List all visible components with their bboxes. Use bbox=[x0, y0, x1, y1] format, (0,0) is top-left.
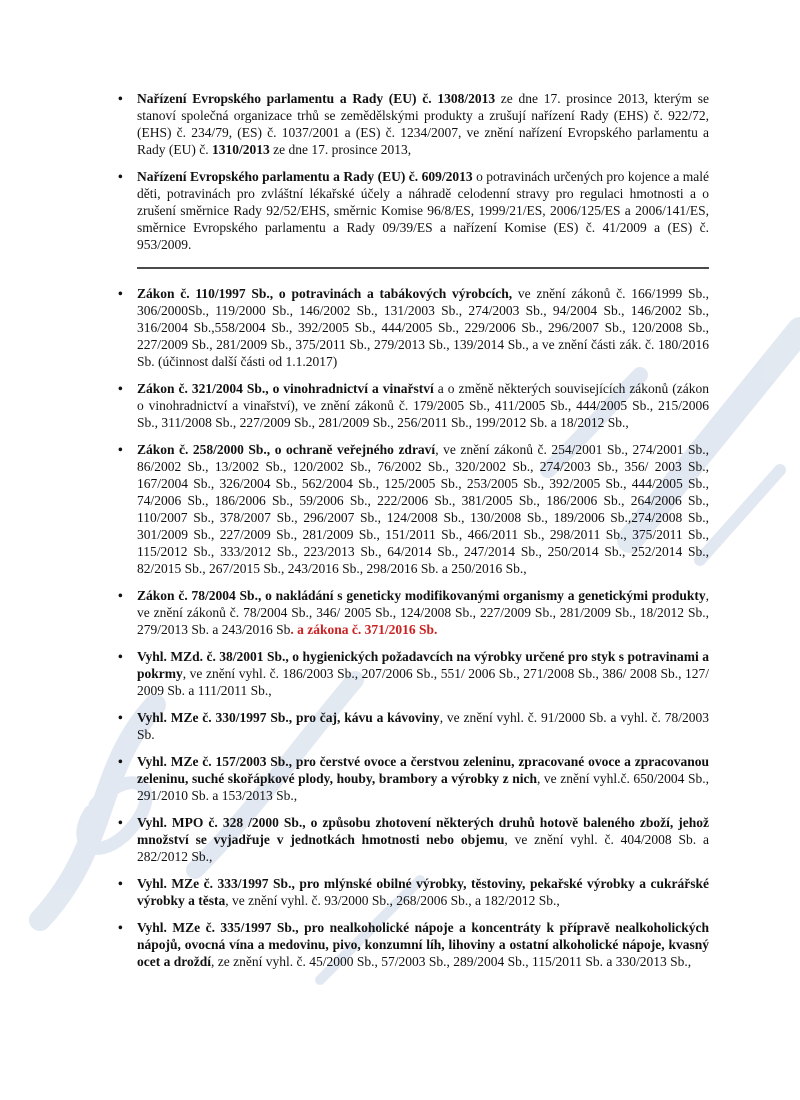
text-segment: , ve znění vyhl. č. 93/2000 Sb., 268/2006 Sb., a 182/2012 Sb., bbox=[225, 893, 560, 908]
text-segment: ve znění zákonů č. 166/1999 Sb., 306/2000Sb., 119/2000 Sb., 146/2002 Sb., 131/2003 Sb., 274/2003 Sb., 94/2004 Sb., 146/2002 Sb., 316/2004 Sb.,558/2004 Sb., 392/2005 Sb., 444/2005 Sb., 229/2006 Sb., 296/2007 Sb., 120/2008 Sb., 227/2009 Sb., 281/2009 Sb., 375/2011 Sb., 279/2013 Sb., 139/2014 Sb., a ve znění části zák. č. 180/2016 Sb. (účinnost další části od 1.1.2017) bbox=[137, 286, 709, 369]
item-text bbox=[137, 814, 709, 865]
list-item bbox=[105, 168, 709, 253]
bullet-icon: • bbox=[118, 754, 123, 769]
text-segment: , ve znění zákonů č. 78/2004 Sb., 346/ 2005 Sb., 124/2008 Sb., 227/2009 Sb., 281/2009 Sb., 18/2012 Sb., 279/2013 Sb. a 243/2016 Sb bbox=[137, 588, 709, 637]
bullet-icon: • bbox=[118, 442, 123, 457]
item-text bbox=[137, 919, 709, 970]
list-item bbox=[105, 648, 709, 699]
text-segment: , ve znění vyhl. č. 186/2003 Sb., 207/2006 Sb., 551/ 2006 Sb., 271/2008 Sb., 386/ 2008 Sb., 127/ 2009 Sb. a 111/2011 Sb., bbox=[137, 666, 709, 698]
item-text bbox=[137, 709, 709, 743]
text-segment: Vyhl. MPO č. 328 /2000 Sb., o způsobu zhotovení některých druhů hotově baleného zboží, jehož množství se vyjadřuje v jednotkách hmotnosti nebo objemu bbox=[137, 815, 709, 847]
list-item bbox=[105, 814, 709, 865]
item-text bbox=[137, 90, 709, 158]
text-segment: Zákon č. 258/2000 Sb., o ochraně veřejného zdraví bbox=[137, 442, 436, 457]
text-segment: , ve znění zákonů č. 254/2001 Sb., 274/2001 Sb., 86/2002 Sb., 13/2002 Sb., 120/2002 Sb., 76/2002 Sb., 320/2002 Sb., 274/2003 Sb., 356/ 2003 Sb., 167/2004 Sb., 326/2004 Sb., 562/2004 Sb., 125/2005 Sb., 253/2005 Sb., 392/2005 Sb., 444/2005 Sb., 74/2006 Sb., 186/2006 Sb., 59/2006 Sb., 222/2006 Sb., 381/2005 Sb., 186/2006 Sb., 264/2006 Sb., 110/2007 Sb., 378/2007 Sb., 296/2007 Sb., 124/2008 Sb., 130/2008 Sb., 189/2006 Sb.,274/2008 Sb., 301/2009 Sb., 227/2009 Sb., 281/2009 Sb., 151/2011 Sb., 466/2011 Sb., 298/2011 Sb., 375/2011 Sb., 115/2012 Sb., 333/2012 Sb., 223/2013 Sb., 64/2014 Sb., 247/2014 Sb., 250/2014 Sb., 252/2014 Sb., 82/2015 Sb., 267/2015 Sb., 243/2016 Sb., 298/2016 Sb. a 250/2016 Sb., bbox=[137, 442, 709, 576]
list-item bbox=[105, 587, 709, 638]
text-segment: . a zákona č. 371/2016 Sb. bbox=[290, 622, 438, 637]
bullet-icon: • bbox=[118, 169, 123, 184]
text-segment: , ze znění vyhl. č. 45/2000 Sb., 57/2003 Sb., 289/2004 Sb., 115/2011 Sb. a 330/2013 Sb., bbox=[211, 954, 692, 969]
text-segment: ze dne 17. prosince 2013, kterým se stanoví společná organizace trhů se zemědělskými produkty a zrušují nařízení Rady (EHS) č. 922/72, (EHS) č. 234/79, (ES) č. 1037/2001 a (ES) č. 1234/2007, ve znění nařízení Evropského parlamentu a Rady (EU) č. bbox=[137, 91, 709, 157]
item-text bbox=[137, 285, 709, 370]
text-segment: Zákon č. 78/2004 Sb., o nakládání s geneticky modifikovanými organismy a genetickými produkty bbox=[137, 588, 706, 603]
text-segment: Vyhl. MZe č. 333/1997 Sb., pro mlýnské obilné výrobky, těstoviny, pekařské výrobky a cukrářské výrobky a těsta bbox=[137, 876, 709, 908]
text-segment: a o změně některých souvisejících zákonů (zákon o vinohradnictví a vinařství), ve znění zákonů č. 179/2005 Sb., 411/2005 Sb., 444/2005 Sb., 215/2006 Sb., 311/2008 Sb., 227/2009 Sb., 281/2009 Sb., 256/2011 Sb., 199/2012 Sb. a 18/2012 Sb., bbox=[137, 381, 710, 430]
text-segment: Vyhl. MZe č. 330/1997 Sb., pro čaj, kávu a kávoviny bbox=[137, 710, 440, 725]
bullet-icon: • bbox=[118, 91, 123, 106]
list-item bbox=[105, 753, 709, 804]
list-item bbox=[105, 285, 709, 370]
item-text bbox=[137, 875, 709, 909]
bullet-icon: • bbox=[118, 815, 123, 830]
text-segment: Zákon č. 110/1997 Sb., o potravinách a tabákových výrobcích, bbox=[137, 286, 518, 301]
text-segment: Vyhl. MZd. č. 38/2001 Sb., o hygienických požadavcích na výrobky určené pro styk s potravinami a pokrmy bbox=[137, 649, 709, 681]
bullet-icon: • bbox=[118, 588, 123, 603]
bullet-icon: • bbox=[118, 876, 123, 891]
item-text bbox=[137, 380, 709, 431]
text-segment: Nařízení Evropského parlamentu a Rady (EU) č. 1308/2013 bbox=[137, 91, 501, 106]
item-text bbox=[137, 441, 709, 577]
text-segment: Nařízení Evropského parlamentu a Rady (EU) č. 609/2013 bbox=[137, 169, 477, 184]
section-divider bbox=[137, 267, 709, 269]
text-segment: Vyhl. MZe č. 335/1997 Sb., pro nealkoholické nápoje a koncentráty k přípravě nealkoholických nápojů, ovocná vína a medovinu, pivo, konzumní líh, lihoviny a ostatní alkoholické nápoje, kvasný ocet a droždí bbox=[137, 920, 709, 969]
item-text bbox=[137, 753, 709, 804]
list-item bbox=[105, 919, 709, 970]
text-segment: o potravinách určených pro kojence a malé děti, potravinách pro zvláštní lékařské účely a náhradě celodenní stravy pro regulaci hmotnosti a o zrušení směrnice Rady 92/52/EHS, směrnic Komise 96/8/ES, 1999/21/ES, 2006/125/ES a 2006/141/ES, směrnice Evropského parlamentu a Rady 09/39/ES a nařízení Komise (ES) č. 41/2009 a (ES) č. 953/2009. bbox=[137, 169, 709, 252]
list-item bbox=[105, 709, 709, 743]
text-segment: 1310/2013 bbox=[211, 142, 274, 157]
list-item bbox=[105, 875, 709, 909]
list-item bbox=[105, 441, 709, 577]
text-segment: , ve znění vyhl.č. 650/2004 Sb., 291/2010 Sb. a 153/2013 Sb., bbox=[137, 771, 709, 803]
text-segment: Vyhl. MZe č. 157/2003 Sb., pro čerstvé ovoce a čerstvou zeleninu, zpracované ovoce a zpracovanou zeleninu, suché skořápkové plody, houby, brambory a výrobky z nich bbox=[137, 754, 709, 786]
list-item bbox=[105, 90, 709, 158]
bullet-icon: • bbox=[118, 381, 123, 396]
item-text bbox=[137, 587, 709, 638]
text-segment: ze dne 17. prosince 2013, bbox=[273, 142, 412, 157]
bullet-icon: • bbox=[118, 710, 123, 725]
list-item bbox=[105, 380, 709, 431]
text-segment: , ve znění vyhl. č. 91/2000 Sb. a vyhl. č. 78/2003 Sb. bbox=[137, 710, 709, 742]
text-segment: Zákon č. 321/2004 Sb., o vinohradnictví a vinařství bbox=[137, 381, 438, 396]
item-text bbox=[137, 648, 709, 699]
item-text bbox=[137, 168, 709, 253]
bullet-icon: • bbox=[118, 649, 123, 664]
text-segment: , ve znění vyhl. č. 404/2008 Sb. a 282/2012 Sb., bbox=[137, 832, 709, 864]
bullet-icon: • bbox=[118, 286, 123, 301]
bullet-icon: • bbox=[118, 920, 123, 935]
